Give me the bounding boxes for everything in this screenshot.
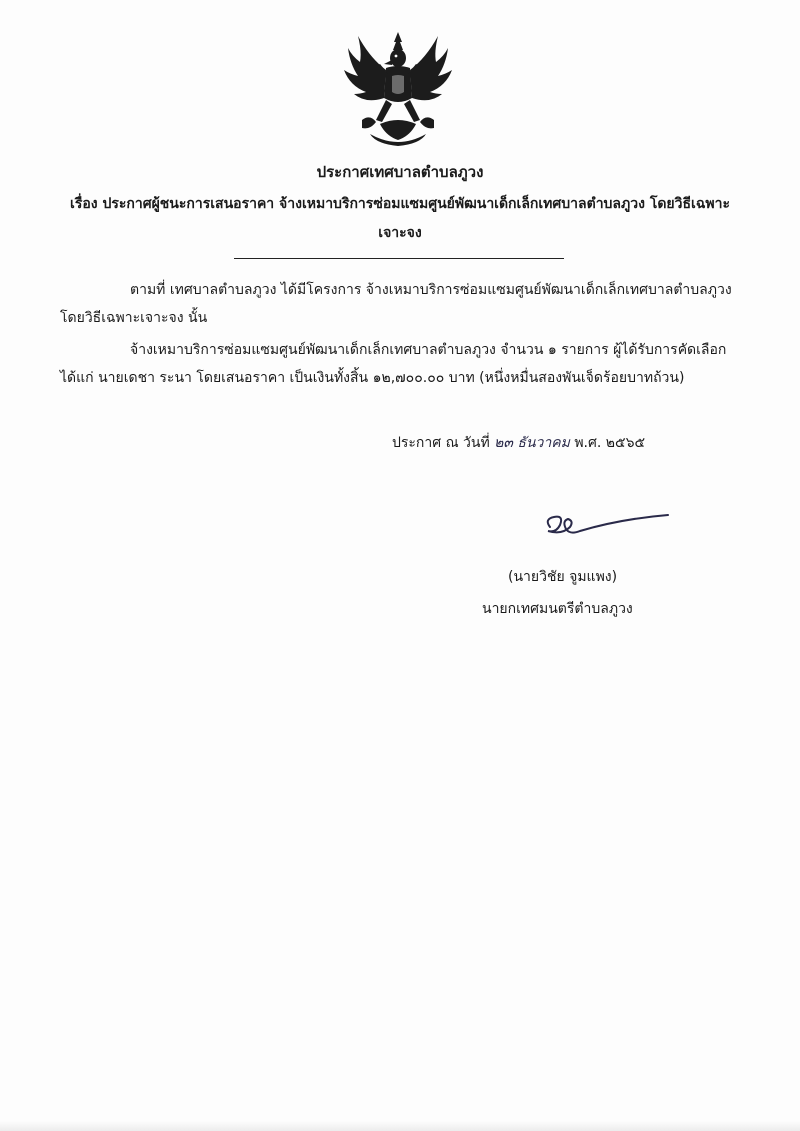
paragraph-1-line-1: ตามที่ เทศบาลตำบลภูวง ได้มีโครงการ จ้างเหมาบริการซ่อมแซมศูนย์พัฒนาเด็กเล็กเทศบาลตำบลภูวง <box>130 282 732 298</box>
subject-line-2: เจาะจง <box>378 225 422 241</box>
garuda-emblem-icon <box>340 28 456 150</box>
handwritten-signature <box>540 505 680 545</box>
scan-edge-shadow <box>0 1121 800 1131</box>
document-title: ประกาศเทศบาลตำบลภูวง <box>316 163 484 181</box>
subject-line-1: เรื่อง ประกาศผู้ชนะการเสนอราคา จ้างเหมาบริการซ่อมแซมศูนย์พัฒนาเด็กเล็กเทศบาลตำบลภูวง โดยวิธีเฉพาะ <box>70 196 730 212</box>
paragraph-winner <box>60 336 740 392</box>
announce-day: ๒๓ <box>494 435 513 451</box>
announce-year: พ.ศ. ๒๕๖๕ <box>574 435 646 451</box>
title-divider <box>234 258 564 259</box>
signer-name: (นายวิชัย จูมแพง) <box>508 569 618 585</box>
announce-prefix: ประกาศ ณ วันที่ <box>392 435 490 451</box>
paragraph-project <box>60 276 740 332</box>
document-subject <box>60 190 740 248</box>
signer-title: นายกเทศมนตรีตำบลภูวง <box>482 601 633 617</box>
paragraph-2-line-2: ได้แก่ นายเดชา ระนา โดยเสนอราคา เป็นเงินทั้งสิ้น ๑๒,๗๐๐.๐๐ บาท (หนึ่งหมื่นสองพันเจ็ดร้อยบาทถ้วน) <box>60 370 685 386</box>
announce-month: ธันวาคม <box>517 435 570 451</box>
paragraph-2-line-1: จ้างเหมาบริการซ่อมแซมศูนย์พัฒนาเด็กเล็กเทศบาลตำบลภูวง จำนวน ๑ รายการ ผู้ได้รับการคัดเลือก <box>130 342 727 358</box>
paragraph-1-line-2: โดยวิธีเฉพาะเจาะจง นั้น <box>60 310 208 326</box>
announcement-date <box>392 432 645 454</box>
